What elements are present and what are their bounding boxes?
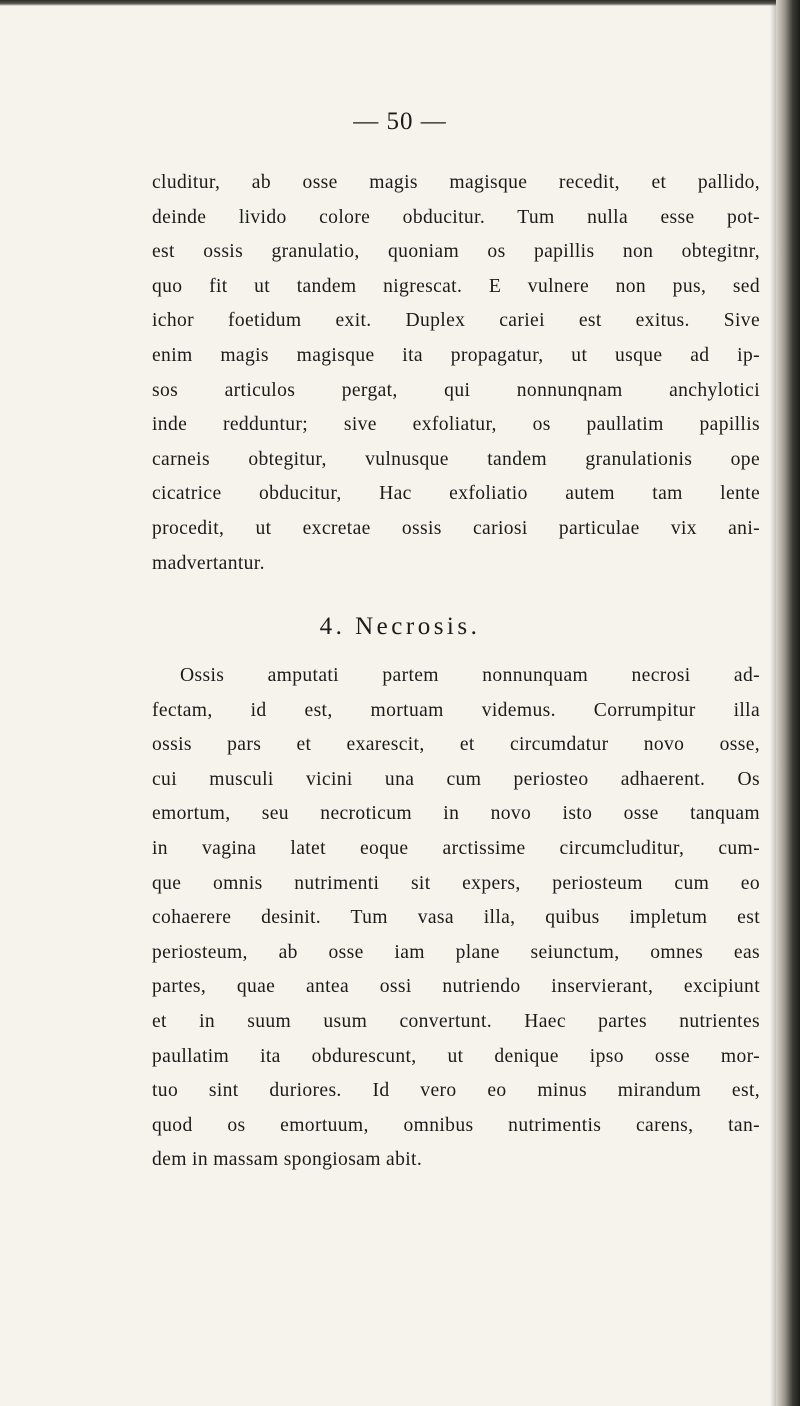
text-line: ichor foetidum exit. Duplex cariei est exitus. Sive xyxy=(152,310,760,332)
paragraph-caries-continued xyxy=(152,166,760,581)
text-line: cicatrice obducitur, Hac exfoliatio autem tam lente xyxy=(152,483,760,505)
text-line: enim magis magisque ita propagatur, ut usque ad ip- xyxy=(152,344,760,366)
page-top-edge-shadow xyxy=(0,0,800,6)
text-line: procedit, ut excretae ossis cariosi particulae vix ani- xyxy=(152,517,760,539)
book-binding-edge xyxy=(776,0,800,1406)
text-line: cohaerere desinit. Tum vasa illa, quibus impletum est xyxy=(152,907,760,929)
text-line: que omnis nutrimenti sit expers, periosteum cum eo xyxy=(152,872,760,894)
text-line: in vagina latet eoque arctissime circumcluditur, cum- xyxy=(152,837,760,859)
text-line: fectam, id est, mortuam videmus. Corrumpitur illa xyxy=(152,699,760,721)
text-line: cluditur, ab osse magis magisque recedit, et pallido, xyxy=(152,172,760,193)
text-line: Ossis amputati partem nonnunquam necrosi ad- xyxy=(180,665,760,686)
text-line: inde redduntur; sive exfoliatur, os paullatim papillis xyxy=(152,414,760,436)
text-line: carneis obtegitur, vulnusque tandem granulationis ope xyxy=(152,448,760,470)
text-line: et in suum usum convertunt. Haec partes nutrientes xyxy=(152,1010,760,1032)
section-heading-necrosis: 4. Necrosis. xyxy=(319,613,481,640)
text-line: partes, quae antea ossi nutriendo inservierant, excipiunt xyxy=(152,976,760,998)
text-line: tuo sint duriores. Id vero eo minus mirandum est, xyxy=(152,1080,760,1102)
text-line: est ossis granulatio, quoniam os papillis non obtegitnr, xyxy=(152,241,760,263)
text-line: quod os emortuum, omnibus nutrimentis carens, tan- xyxy=(152,1114,760,1136)
text-line: quo fit ut tandem nigrescat. E vulnere non pus, sed xyxy=(152,275,760,297)
text-line: emortum, seu necroticum in novo isto osse tanquam xyxy=(152,803,760,825)
text-line: madvertantur. xyxy=(152,552,265,574)
text-line: deinde livido colore obducitur. Tum nulla esse pot- xyxy=(152,206,760,228)
text-line: cui musculi vicini una cum periosteo adhaerent. Os xyxy=(152,768,760,790)
text-line: periosteum, ab osse iam plane seiunctum, omnes eas xyxy=(152,941,760,963)
paragraph-necrosis xyxy=(152,659,760,1178)
text-line: ossis pars et exarescit, et circumdatur novo osse, xyxy=(152,734,760,756)
text-line: sos articulos pergat, qui nonnunqnam anchylotici xyxy=(152,379,760,401)
page-number: — 50 — xyxy=(353,108,447,135)
text-line: dem in massam spongiosam abit. xyxy=(152,1149,423,1171)
text-line: paullatim ita obdurescunt, ut denique ipso osse mor- xyxy=(152,1045,760,1067)
